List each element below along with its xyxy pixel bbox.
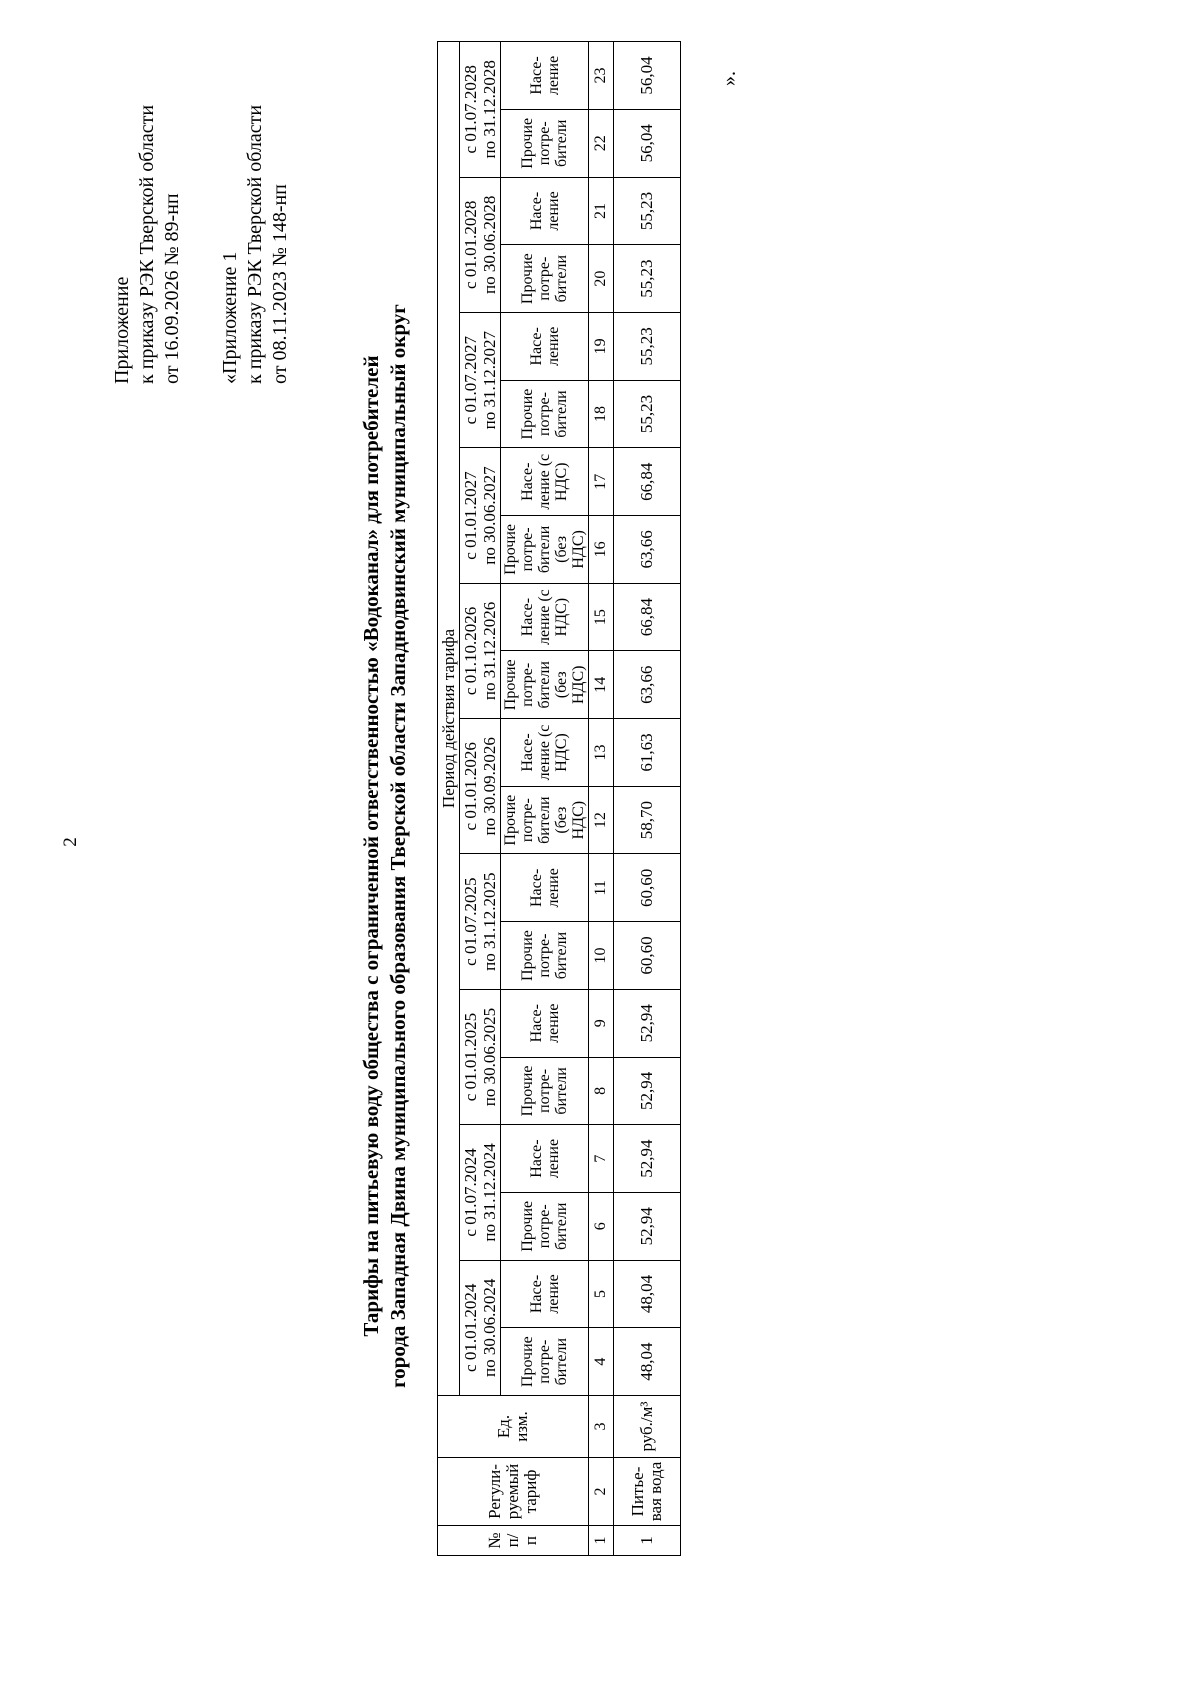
period-to: по 31.12.2025 (480, 872, 499, 971)
period-to: по 30.09.2026 (480, 737, 499, 836)
header-number: № п/ п (438, 1526, 589, 1556)
period-to: по 30.06.2025 (480, 1007, 499, 1107)
header-row-consumers (501, 42, 589, 1556)
column-index-12: 12 (589, 786, 614, 854)
column-index-10: 10 (589, 922, 614, 990)
tariff-value-16: 55,23 (614, 313, 681, 381)
tariff-value-12: 66,84 (614, 583, 681, 651)
period-header-6 (460, 583, 501, 718)
consumer-population-8: Насе-ление (501, 313, 589, 381)
appendix-current-line3: от 16.09.2026 № 89-нп (161, 193, 183, 384)
column-index-20: 20 (589, 245, 614, 313)
consumer-other-7: Прочие потре-бители (без НДС) (501, 516, 589, 584)
period-header-3 (460, 989, 501, 1124)
tariff-value-19: 56,04 (614, 109, 681, 177)
consumer-other-4: Прочие потре-бители (501, 922, 589, 990)
period-from: с 01.01.2025 (461, 1012, 480, 1102)
consumer-population-2: Насе-ление (501, 1125, 589, 1193)
column-index-7: 7 (589, 1125, 614, 1193)
title-line2: города Западная Двина муниципального образования Тверской области Западнодвинский муниципальный округ (386, 304, 410, 1388)
column-index-15: 15 (589, 583, 614, 651)
consumer-other-1: Прочие потре-бители (501, 1328, 589, 1396)
consumer-population-7: Насе-ление (с НДС) (501, 448, 589, 516)
column-index-4: 4 (589, 1328, 614, 1396)
period-to: по 30.06.2024 (480, 1278, 499, 1377)
column-index-8: 8 (589, 1057, 614, 1125)
page-number: 2 (60, 837, 81, 847)
appendix-original-line1: «Приложение 1 (219, 251, 241, 384)
tariff-value-14: 66,84 (614, 448, 681, 516)
column-index-18: 18 (589, 380, 614, 448)
tariff-value-3: 52,94 (614, 1192, 681, 1260)
consumer-population-4: Насе-ление (501, 854, 589, 922)
column-index-19: 19 (589, 313, 614, 381)
tariff-table-body (438, 42, 681, 1556)
header-tariff: Регули-руемый тариф (438, 1458, 589, 1526)
header-period: Период действия тарифа (438, 42, 460, 1396)
column-index-3: 3 (589, 1396, 614, 1458)
row-unit: руб./м³ (614, 1396, 681, 1458)
consumer-other-2: Прочие потре-бители (501, 1192, 589, 1260)
column-index-21: 21 (589, 177, 614, 245)
column-index-5: 5 (589, 1260, 614, 1328)
period-from: с 01.07.2025 (461, 877, 480, 966)
tariff-value-17: 55,23 (614, 245, 681, 313)
period-to: по 31.12.2026 (480, 601, 499, 701)
tariff-value-7: 60,60 (614, 922, 681, 990)
column-index-23: 23 (589, 42, 614, 110)
tariff-value-11: 63,66 (614, 651, 681, 719)
consumer-other-10: Прочие потре-бители (501, 109, 589, 177)
tariff-value-18: 55,23 (614, 177, 681, 245)
column-index-row (589, 42, 614, 1556)
header-row-1 (438, 42, 460, 1556)
period-to: по 31.12.2027 (480, 331, 499, 430)
period-header-7 (460, 448, 501, 583)
appendix-original-line2: к приказу РЭК Тверской области (244, 104, 266, 384)
period-from: с 01.01.2027 (461, 471, 480, 560)
appendix-current-line2: к приказу РЭК Тверской области (136, 104, 158, 384)
consumer-other-9: Прочие потре-бители (501, 245, 589, 313)
period-from: с 01.07.2027 (461, 336, 480, 425)
tariff-value-8: 60,60 (614, 854, 681, 922)
period-from: с 01.01.2026 (461, 742, 480, 831)
period-from: с 01.10.2026 (461, 606, 480, 696)
tariff-table (437, 41, 681, 1556)
column-index-2: 2 (589, 1458, 614, 1526)
period-to: по 30.06.2027 (480, 466, 499, 565)
document-title (358, 116, 412, 1576)
appendix-current-header (110, 105, 185, 384)
period-from: с 01.01.2028 (461, 200, 480, 289)
consumer-population-3: Насе-ление (501, 989, 589, 1057)
consumer-population-5: Насе-ление (с НДС) (501, 719, 589, 787)
table-row (614, 42, 681, 1556)
title-line1: Тарифы на питьевую воду общества с ограниченной ответственностью «Водоканал» для потребителей (359, 355, 383, 1337)
column-index-9: 9 (589, 989, 614, 1057)
period-header-2 (460, 1125, 501, 1260)
consumer-other-3: Прочие потре-бители (501, 1057, 589, 1125)
tariff-value-4: 52,94 (614, 1125, 681, 1193)
period-from: с 01.07.2028 (461, 65, 480, 154)
appendix-current-line1: Приложение (111, 276, 133, 384)
consumer-population-1: Насе-ление (501, 1260, 589, 1328)
row-number: 1 (614, 1526, 681, 1556)
tariff-value-20: 56,04 (614, 42, 681, 110)
tariff-value-9: 58,70 (614, 786, 681, 854)
tariff-value-2: 48,04 (614, 1260, 681, 1328)
tariff-value-15: 55,23 (614, 380, 681, 448)
header-row-periods (460, 42, 501, 1556)
period-header-4 (460, 854, 501, 989)
column-index-22: 22 (589, 109, 614, 177)
column-index-13: 13 (589, 719, 614, 787)
period-header-5 (460, 719, 501, 854)
closing-quote-mark: ». (718, 71, 740, 86)
column-index-11: 11 (589, 854, 614, 922)
consumer-population-9: Насе-ление (501, 177, 589, 245)
tariff-value-10: 61,63 (614, 719, 681, 787)
period-header-9 (460, 177, 501, 312)
tariff-value-1: 48,04 (614, 1328, 681, 1396)
consumer-population-10: Насе-ление (501, 42, 589, 110)
row-tariff-name: Питье-вая вода (614, 1458, 681, 1526)
column-index-17: 17 (589, 448, 614, 516)
consumer-other-6: Прочие потре-бители (без НДС) (501, 651, 589, 719)
appendix-original-header (218, 105, 293, 384)
period-to: по 31.12.2028 (480, 60, 499, 159)
tariff-value-5: 52,94 (614, 1057, 681, 1125)
header-unit: Ед. изм. (438, 1396, 589, 1458)
period-from: с 01.07.2024 (461, 1148, 480, 1237)
consumer-population-6: Насе-ление (с НДС) (501, 583, 589, 651)
period-from: с 01.01.2024 (461, 1283, 480, 1372)
appendix-original-line3: от 08.11.2023 № 148-нп (269, 184, 291, 384)
period-header-1 (460, 1260, 501, 1395)
tariff-value-6: 52,94 (614, 989, 681, 1057)
column-index-14: 14 (589, 651, 614, 719)
consumer-other-8: Прочие потре-бители (501, 380, 589, 448)
tariff-value-13: 63,66 (614, 516, 681, 584)
period-header-10 (460, 42, 501, 178)
column-index-1: 1 (589, 1526, 614, 1556)
column-index-16: 16 (589, 516, 614, 584)
column-index-6: 6 (589, 1192, 614, 1260)
consumer-other-5: Прочие потре-бители (без НДС) (501, 786, 589, 854)
period-header-8 (460, 313, 501, 448)
period-to: по 31.12.2024 (480, 1143, 499, 1242)
period-to: по 30.06.2028 (480, 195, 499, 294)
